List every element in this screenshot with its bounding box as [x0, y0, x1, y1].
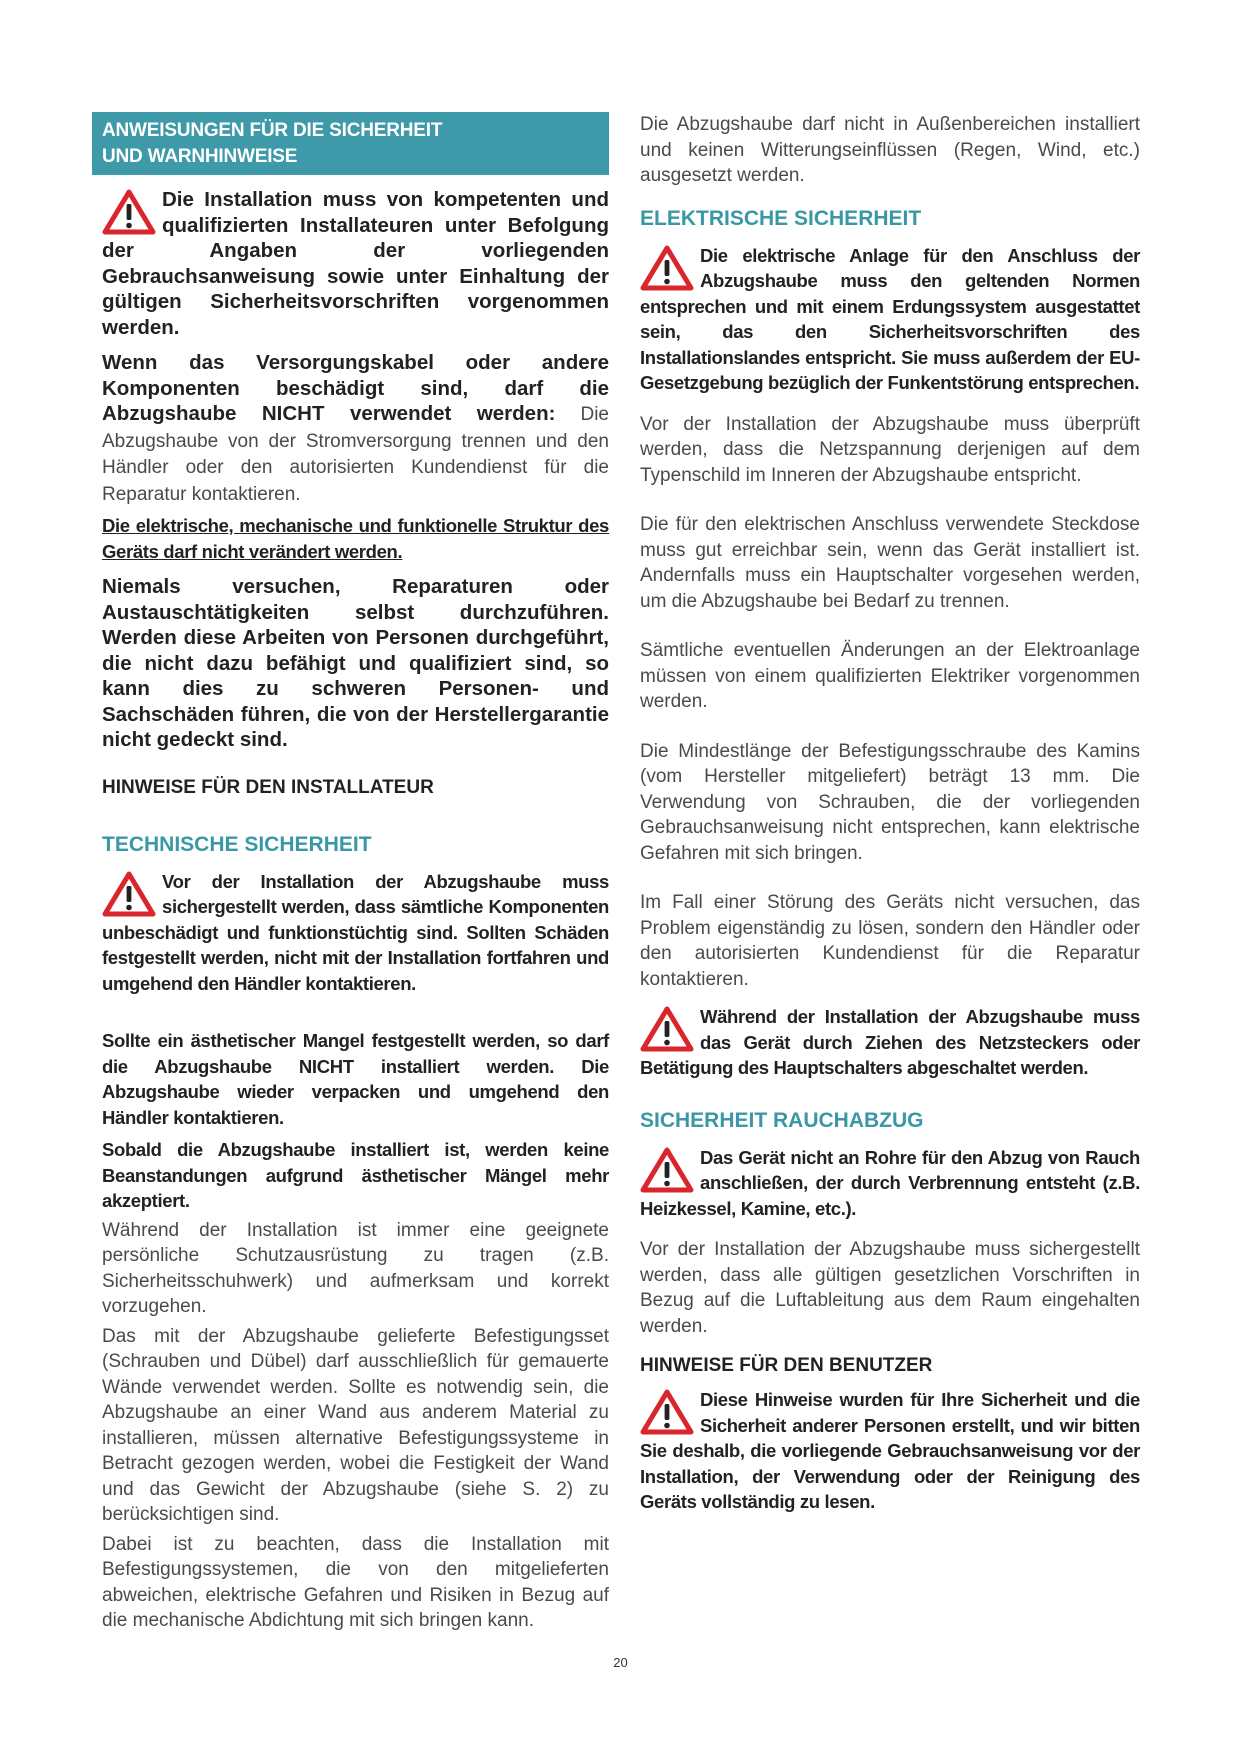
warning-disconnect-text: Während der Installation der Abzugshaube muss das Gerät durch Ziehen des Netzsteckers oder Betätigung des Hauptschalters abgeschaltet werden. [640, 1006, 1140, 1078]
fixing-set-paragraph: Das mit der Abzugshaube gelieferte Befestigungsset (Schrauben und Dübel) darf ausschließlich für gemauerte Wände verwendet werden. Sollte es notwendig sein, die Abzugshaube an einer Wand aus anderem Material zu installieren, müssen alternative Befestigungssysteme in Betracht gezogen werden, wobei die Festigkeit der Wand und das Gewicht der Abzugshaube (siehe S. 2) zu berücksichtigen sind. [102, 1325, 609, 1525]
other-systems-paragraph: Dabei ist zu beachten, dass die Installation mit Befestigungssystemen, die von den mitgelieferten abweichen, elektrische Gefahren und Risiken in Bezug auf die mechanische Abdichtung mit sich bringen kann. [102, 1533, 609, 1631]
warning-technical-text: Vor der Installation der Abzugshaube muss sichergestellt werden, dass sämtliche Komponenten unbeschädigt und funktionstüchtig sind. Sollten Schäden festgestellt werden, nicht mit der Installation fortfahren und umgehend den Händler kontaktieren. [102, 870, 609, 994]
cable-damage-light: Die Abzugshaube von der Stromversorgung trennen und den Händler oder den autorisierten Kundendienst für die Reparatur kontaktieren. [102, 404, 609, 505]
warning-triangle-icon [102, 871, 156, 917]
heading-electrical-safety: ELEKTRISCHE SICHERHEIT [640, 206, 922, 230]
heading-technical-safety: TECHNISCHE SICHERHEIT [102, 832, 372, 856]
cable-damage-paragraph [102, 350, 609, 507]
outdoor-paragraph: Die Abzugshaube darf nicht in Außenbereichen installiert und keinen Witterungseinflüssen (Regen, Wind, etc.) ausgesetzt werden. [640, 114, 1140, 186]
left-column [102, 112, 609, 1634]
malfunction-paragraph: Im Fall einer Störung des Geräts nicht versuchen, das Problem eigenständig zu lösen, sondern den Händler oder den autorisierten Kundendienst für die Reparatur kontaktieren. [640, 892, 1140, 990]
heading-user: HINWEISE FÜR DEN BENUTZER [640, 1355, 933, 1376]
screw-length-paragraph: Die Mindestlänge der Befestigungsschraube des Kamins (vom Hersteller mitgeliefert) beträgt 13 mm. Die Verwendung von Schrauben, die der vorliegenden Gebrauchsanweisung nicht entsprechen, kann elektrische Gefahren mit sich bringen. [640, 740, 1140, 864]
warning-installation-text: Die Installation muss von kompetenten und qualifizierten Installateuren unter Befolgung der Angaben der vorliegenden Gebrauchsanweisung sowie unter Einhaltung der gültigen Sicherheitsvorschriften vorgenommen werden. [102, 188, 609, 339]
heading-smoke-safety: SICHERHEIT RAUCHABZUG [640, 1108, 924, 1132]
warning-smoke [640, 1145, 1140, 1222]
cable-damage-bold: Wenn das Versorgungskabel oder andere Komponenten beschädigt sind, darf die Abzugshaube NICHT verwendet werden: [102, 351, 609, 425]
modifications-paragraph: Sämtliche eventuellen Änderungen an der Elektroanlage müssen von einem qualifizierten Elektriker vorgenommen werden. [640, 640, 1140, 712]
heading-installer: HINWEISE FÜR DEN INSTALLATEUR [102, 776, 434, 798]
warning-installation [102, 187, 609, 340]
warning-electrical [640, 243, 1140, 396]
warning-triangle-icon [640, 1389, 694, 1435]
socket-paragraph: Die für den elektrischen Anschluss verwendete Steckdose muss gut erreichbar sein, wenn das Gerät installiert ist. Andernfalls muss ein Hauptschalter vorgesehen werden, um die Abzugshaube bei Bedarf zu trennen. [640, 514, 1140, 612]
section-banner [92, 112, 609, 175]
warning-smoke-text: Das Gerät nicht an Rohre für den Abzug von Rauch anschließen, der durch Verbrennung entsteht (z.B. Heizkessel, Kamine, etc.). [640, 1146, 1140, 1219]
warning-technical [102, 869, 609, 997]
warning-triangle-icon [640, 245, 694, 291]
warning-triangle-icon [640, 1147, 694, 1193]
page-number: 20 [613, 1655, 628, 1670]
banner-line-2: UND WARNHINWEISE [102, 146, 298, 167]
warning-triangle-icon [102, 189, 156, 235]
voltage-paragraph: Vor der Installation der Abzugshaube muss überprüft werden, dass die Netzspannung derjenigen auf dem Typenschild im Inneren der Abzugshaube entspricht. [640, 413, 1140, 486]
warning-electrical-text: Die elektrische Anlage für den Anschluss der Abzugshaube muss den geltenden Normen entsprechen und mit einem Erdungssystem ausgestattet sein, das den Sicherheitsvorschriften des Installationslandes entspricht. Sie muss außerdem der EU-Gesetzgebung bezüglich der Funkentstörung entsprechen. [640, 244, 1140, 393]
warning-user-text: Diese Hinweise wurden für Ihre Sicherheit und die Sicherheit anderer Personen erstellt, und wir bitten Sie deshalb, die vorliegende Gebrauchsanweisung vor der Installation, der Verwendung oder der Reinigung des Geräts vollständig zu lesen. [640, 1389, 1140, 1512]
warning-disconnect [640, 1004, 1140, 1081]
repairs-paragraph: Niemals versuchen, Reparaturen oder Austauschtätigkeiten selbst durchzuführen. Werden diese Arbeiten von Personen durchgeführt, die nicht dazu befähigt und qualifiziert sind, so kann dies zu schweren Personen- und Sachschäden führen, die von der Herstellergarantie nicht gedeckt sind. [102, 575, 609, 751]
warning-triangle-icon [640, 1006, 694, 1052]
complaints-paragraph: Sobald die Abzugshaube installiert ist, werden keine Beanstandungen aufgrund ästhetischer Mängel mehr akzeptiert. [102, 1139, 609, 1211]
aesthetic-defect-paragraph: Sollte ein ästhetischer Mangel festgestellt werden, so darf die Abzugshaube NICHT installiert werden. Die Abzugshaube wieder verpacken und umgehend den Händler kontaktieren. [102, 1030, 609, 1128]
warning-user [640, 1387, 1140, 1515]
right-column [640, 112, 1140, 1515]
structure-notice: Die elektrische, mechanische und funktionelle Struktur des Geräts darf nicht verändert werden. [102, 515, 609, 562]
ppe-paragraph: Während der Installation ist immer eine geeignete persönliche Schutzausrüstung zu tragen (z.B. Sicherheitsschuhwerk) und aufmerksam und korrekt vorzugehen. [102, 1219, 609, 1317]
banner-line-1: ANWEISUNGEN FÜR DIE SICHERHEIT [102, 120, 443, 141]
ventilation-paragraph: Vor der Installation der Abzugshaube muss sichergestellt werden, dass alle gültigen gesetzlichen Vorschriften in Bezug auf die Luftableitung aus dem Raum eingehalten werden. [640, 1239, 1140, 1337]
